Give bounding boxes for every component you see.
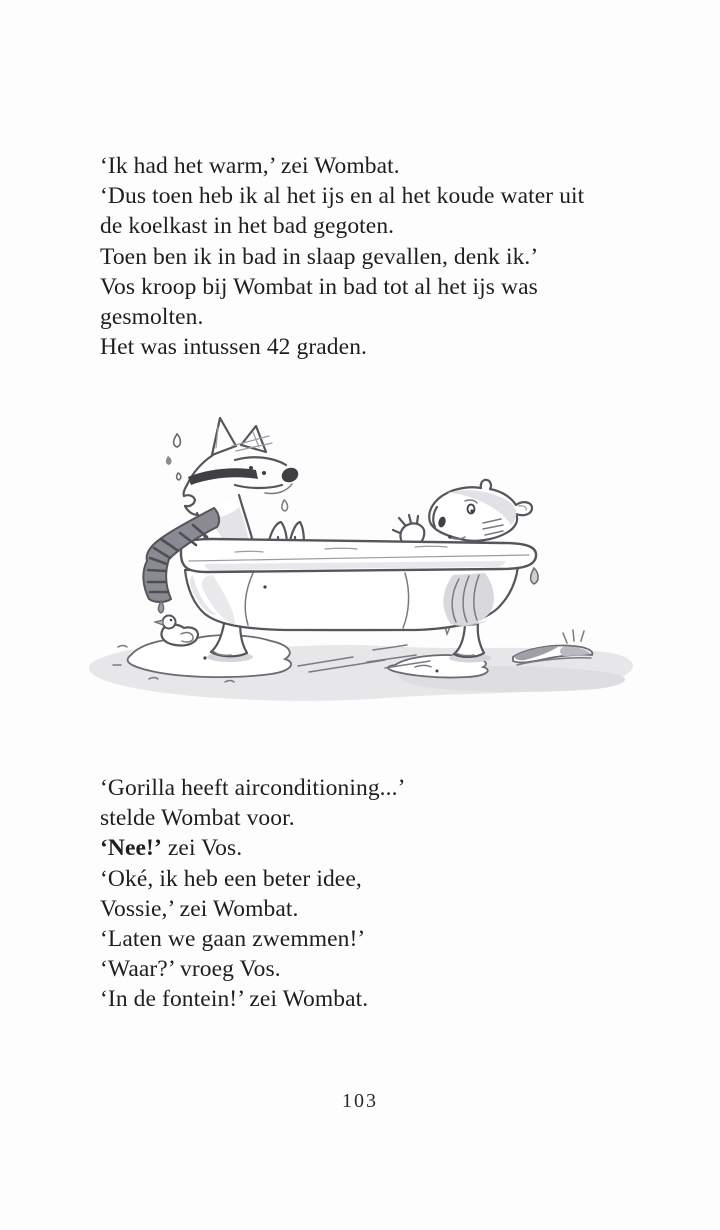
fox-ear-left — [212, 418, 236, 455]
text-line: Het was intussen 42 graden. — [100, 334, 368, 361]
text-line: ‘In de fontein!’ zei Wombat. — [100, 986, 369, 1013]
illustration-fox-and-wombat-in-bathtub — [85, 415, 645, 710]
bathtub-bowl — [185, 566, 518, 632]
fox-nose — [279, 465, 300, 485]
text-line: ‘Dus toen heb ik al het ijs en al het koude water uit — [100, 183, 585, 210]
bathtub-scene-drawing — [85, 415, 645, 710]
text-line: gesmolten. — [100, 304, 204, 331]
text-line: ‘Gorilla heeft airconditioning...’ — [100, 775, 406, 801]
story-text-top — [100, 151, 645, 362]
wombat-head — [429, 480, 532, 541]
fox-eye-band — [188, 468, 258, 485]
text-line: Vossie,’ zei Wombat. — [100, 895, 299, 922]
text-line: stelde Wombat voor. — [100, 805, 295, 832]
text-line: de koelkast in het bad gegoten. — [100, 213, 395, 240]
text-line: ‘Nee!’ zei Vos. — [100, 835, 243, 862]
fox-snout — [235, 457, 286, 465]
fox-ear-right — [241, 426, 266, 452]
bathtub-rim — [181, 539, 536, 572]
water-drop-rim — [531, 568, 539, 584]
text-line: ‘Waar?’ vroeg Vos. — [100, 956, 281, 983]
text-line: Vos kroop bij Wombat in bad tot al het ijs was — [100, 273, 538, 300]
wombat — [393, 480, 532, 544]
story-text-bottom — [100, 773, 645, 1015]
text-line: ‘Ik had het warm,’ zei Wombat. — [100, 153, 400, 179]
page-number: 103 — [342, 1090, 378, 1112]
wombat-paw — [393, 515, 424, 544]
text-line: ‘Laten we gaan zwemmen!’ — [100, 926, 366, 953]
text-line: Toen ben ik in bad in slaap gevallen, denk ik.’ — [100, 243, 539, 270]
tub-foot-right — [449, 624, 491, 663]
text-line: ‘Oké, ik heb een beter idee, — [100, 865, 362, 892]
